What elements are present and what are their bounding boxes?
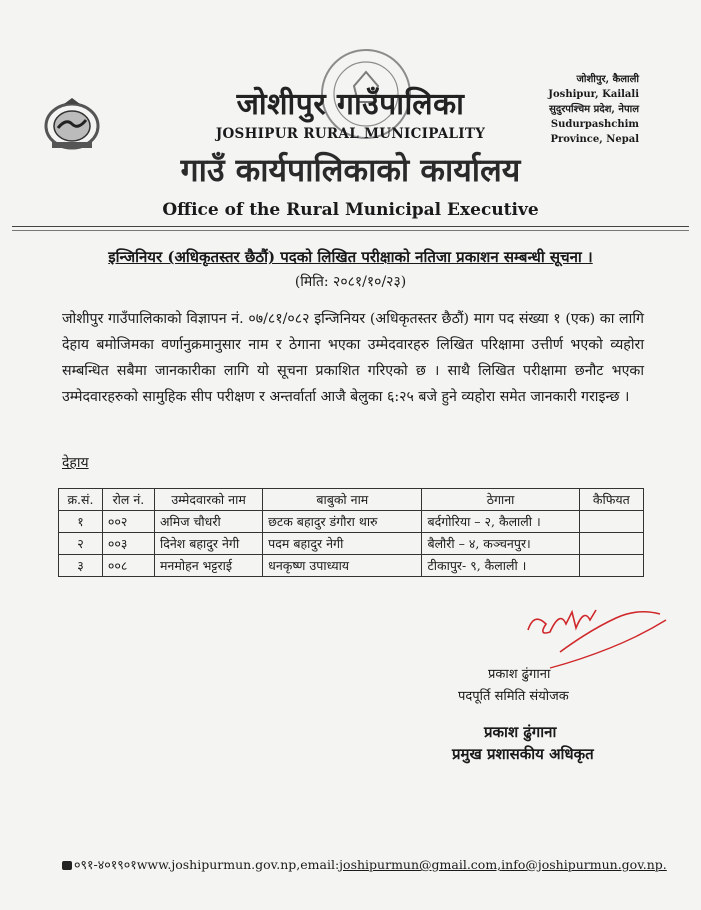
cell-remark [579,511,643,533]
cell-roll: ००३ [102,533,154,555]
column-header-roll: रोल नं. [102,489,154,511]
address-line: Joshipur, Kailali [548,89,639,100]
email-label: email: [300,857,340,872]
address-line: Province, Nepal [550,134,639,145]
cell-sn: २ [59,533,103,555]
list-heading: देहाय [62,455,89,471]
notice-title [0,247,701,267]
table-row [59,511,644,533]
cell-sn: ३ [59,555,103,577]
municipality-name-nepali: जोशीपुर गाउँपालिका [236,87,465,122]
signatory-title: पदपूर्ति समिति संयोजक [458,689,569,704]
cell-father: धनकृष्ण उपाध्याय [263,555,422,577]
cell-roll: ००२ [102,511,154,533]
address-line: जोशीपुर, कैलाली [576,74,639,85]
cell-roll: ००८ [102,555,154,577]
cell-remark [579,533,643,555]
table-header-row [59,489,644,511]
contact-footer [62,856,667,873]
chief-officer-name: प्रकाश ढुंगाना [484,723,557,741]
handwritten-signature-icon [520,590,670,670]
cell-address: बैलौरी – ४, कञ्चनपुर। [422,533,579,555]
phone-icon [62,861,72,870]
column-header-address: ठेगाना [422,489,579,511]
cell-candidate: दिनेश बहादुर नेगी [154,533,262,555]
address-line: Sudurpashchim [550,119,639,130]
cell-address: बर्दगोरिया – २, कैलाली । [422,511,579,533]
column-header-remark: कैफियत [579,489,643,511]
column-header-sn: क्र.सं. [59,489,103,511]
notice-title-text: इन्जिनियर (अधिकृतस्तर छैठौं) पदको लिखित परीक्षाको नतिजा प्रकाशन सम्बन्धी सूचना । [108,248,593,266]
municipality-name-english: JOSHIPUR RURAL MUNICIPALITY [215,126,486,142]
cell-candidate: अमिज चौधरी [154,511,262,533]
signatory-name: प्रकाश ढुंगाना [488,667,551,682]
cell-father: पदम बहादुर नेगी [263,533,422,555]
cell-sn: १ [59,511,103,533]
phone-number: ०९१-४०१९०१ [74,857,137,872]
cell-candidate: मनमोहन भट्टराई [154,555,262,577]
header-divider [12,230,689,231]
notice-date: (मिति: २०८१/१०/२३) [294,274,407,290]
office-address [548,72,639,147]
chief-officer-title: प्रमुख प्रशासकीय अधिकृत [452,745,594,763]
column-header-father: बाबुको नाम [263,489,422,511]
header-divider [12,226,689,227]
office-name-english: Office of the Rural Municipal Executive [162,200,539,220]
cell-address: टीकापुर- ९, कैलाली । [422,555,579,577]
table-row [59,555,644,577]
email-link[interactable]: info@joshipurmun.gov.np. [501,857,667,872]
results-table [58,488,644,577]
table-row [59,533,644,555]
cell-remark [579,555,643,577]
office-name-nepali: गाउँ कार्यपालिकाको कार्यालय [180,151,521,189]
cell-father: छटक बहादुर डंगौरा थारु [263,511,422,533]
column-header-candidate: उम्मेदवारको नाम [154,489,262,511]
email-link[interactable]: joshipurmun@gmail.com, [339,857,502,872]
address-line: सुदुरपश्चिम प्रदेश, नेपाल [549,104,639,115]
notice-body: जोशीपुर गाउँपालिकाको विज्ञापन नं. ०७/८१/०८२ इन्जिनियर (अधिकृतस्तर छैठौं) माग पद संख्या १ (एक) का लागि देहाय बमोजिमका वर्णानुक्रमानुसार नाम र ठेगाना भएका उम्मेदवारहरु लिखित परिक्षामा उत्तीर्ण भएको व्यहोरा सम्बन्धित सबैमा जानकारीका लागि यो सूचना प्रकाशित गरिएको छ । साथै लिखित परीक्षामा छनौट भएका उम्मेदवारहरुको सामुहिक सीप परीक्षण र अन्तर्वार्ता आजै बेलुका ६:२५ बजे हुने व्यहोरा समेत जानकारी गराइन्छ । [62,311,644,405]
website-link[interactable]: www.joshipurmun.gov.np, [136,857,301,872]
